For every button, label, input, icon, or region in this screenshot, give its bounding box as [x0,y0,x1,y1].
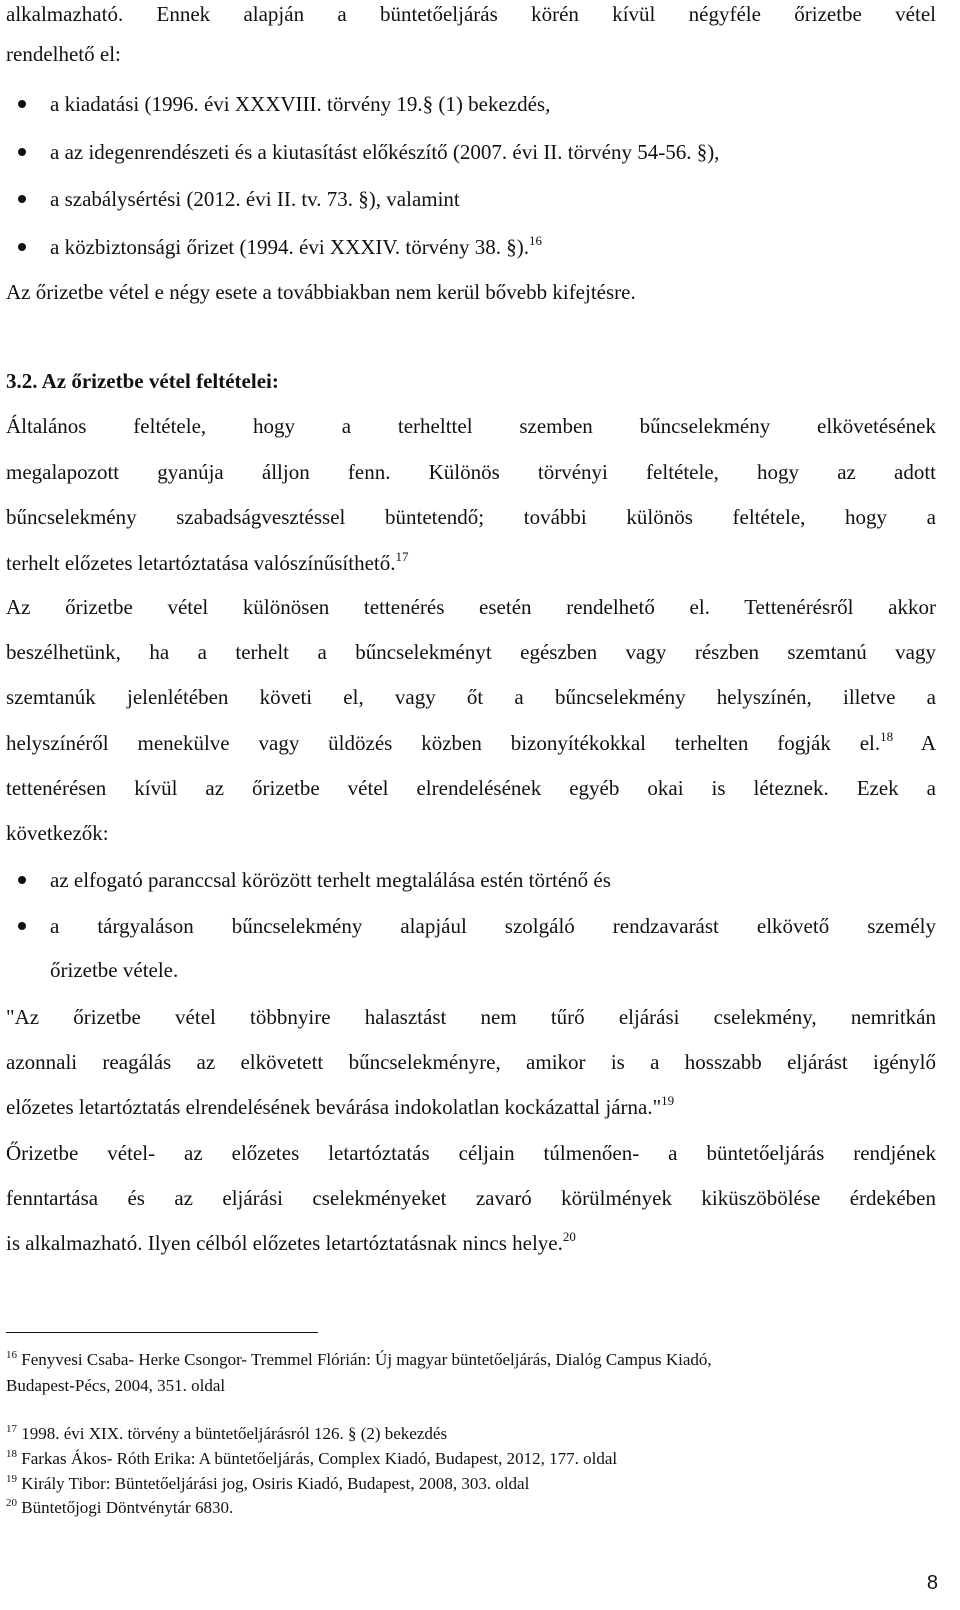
list-item: a szabálysértési (2012. évi II. tv. 73. §), valamint [50,187,460,211]
list-item: az elfogató paranccsal körözött terhelt megtalálása estén történő és [50,868,611,892]
quote-line: azonnali reagálás az elkövetett bűncselekményre, amikor is a hosszabb eljárást igénylő [6,1050,936,1074]
section-heading: 3.2. Az őrizetbe vétel feltételei: [6,369,279,393]
footnote-ref[interactable]: 19 [661,1093,675,1108]
footnote: $^{18}$ Farkas Ákos- Róth Erika: A büntetőeljárás, Complex Kiadó, Budapest, 2012, 177. oldal [6,1448,618,1468]
intro-line-1: alkalmazható. Ennek alapján a büntetőeljárás körén kívül négyféle őrizetbe vétel [6,2,936,26]
paragraph-line: beszélhetünk, ha a terhelt a bűncselekményt egészben vagy részben szemtanú vagy [6,640,936,664]
quote-line: "Az őrizetbe vétel többnyire halasztást nem tűrő eljárási cselekmény, nemritkán [6,1005,936,1029]
list-item-continuation: őrizetbe vétele. [50,958,179,982]
paragraph-line: helyszínéről menekülve vagy üldözés közben bizonyítékokkal terhelten fogják el.$^{18}$ A [6,729,936,755]
list-item: a közbiztonsági őrizet (1994. évi XXXIV. törvény 38. §).$^{16}$ [50,233,543,259]
footnote: $^{20}$ Büntetőjogi Döntvénytár 6830. [6,1497,234,1517]
bullet-icon [18,100,26,108]
paragraph-line: megalapozott gyanúja álljon fenn. Különös törvényi feltétele, hogy az adott [6,460,936,484]
quote-line: előzetes letartóztatás elrendelésének bevárása indokolatlan kockázattal járna."$^{19}$ [6,1093,675,1119]
footnote: $^{17}$ 1998. évi XIX. törvény a büntetőeljárásról 126. § (2) bekezdés [6,1423,448,1443]
paragraph-line: Általános feltétele, hogy a terhelttel szemben bűncselekmény elkövetésének [6,414,936,438]
footnote-ref[interactable]: 17 [395,549,409,564]
bullet-icon [18,922,26,930]
list-item: a kiadatási (1996. évi XXXVIII. törvény 19.§ (1) bekezdés, [50,92,551,116]
paragraph-line: Az őrizetbe vétel különösen tettenérés esetén rendelhető el. Tettenérésről akkor [6,595,936,619]
paragraph-line: fenntartása és az eljárási cselekményeket zavaró körülmények kiküszöbölése érdekében [6,1186,936,1210]
paragraph-line: következők: [6,821,109,845]
paragraph-line: tettenérésen kívül az őrizetbe vétel elrendelésének egyéb okai is léteznek. Ezek a [6,776,936,800]
footnote: $^{16}$ Fenyvesi Csaba- Herke Csongor- Tremmel Flórián: Új magyar büntetőeljárás, Dialóg Campus Kiadó, [6,1349,712,1369]
paragraph-line: is alkalmazható. Ilyen célból előzetes letartóztatásnak nincs helye.$^{20}$ [6,1229,576,1255]
bullet-icon [18,195,26,203]
bullet-icon [18,243,26,251]
paragraph-line: szemtanúk jelenlétében követi el, vagy őt a bűncselekmény helyszínén, illetve a [6,685,936,709]
footnote-ref[interactable]: 20 [562,1229,576,1244]
list-item: a tárgyaláson bűncselekmény alapjául szolgáló rendzavarást elkövető személy [50,914,936,938]
bullet-icon [18,876,26,884]
paragraph-line: Őrizetbe vétel- az előzetes letartóztatás céljain túlmenően- a büntetőeljárás rendjének [6,1141,936,1165]
intro-line-2: rendelhető el: [6,42,121,66]
footnote-ref[interactable]: 18 [880,729,894,744]
footnote-separator [6,1332,318,1333]
bullet-icon [18,148,26,156]
footnote-ref[interactable]: 16 [529,233,543,248]
paragraph-line: terhelt előzetes letartóztatása valószínűsíthető.$^{17}$ [6,549,409,575]
list-item: a az idegenrendészeti és a kiutasítást előkészítő (2007. évi II. törvény 54-56. §), [50,140,720,164]
footnote-continuation: Budapest-Pécs, 2004, 351. oldal [6,1376,226,1395]
paragraph-line: bűncselekmény szabadságvesztéssel büntetendő; további különös feltétele, hogy a [6,505,936,529]
after-list-text: Az őrizetbe vétel e négy esete a továbbiakban nem kerül bővebb kifejtésre. [6,280,636,304]
footnote: $^{19}$ Király Tibor: Büntetőeljárási jog, Osiris Kiadó, Budapest, 2008, 303. oldal [6,1473,530,1493]
page-number: 8 [926,1572,938,1594]
